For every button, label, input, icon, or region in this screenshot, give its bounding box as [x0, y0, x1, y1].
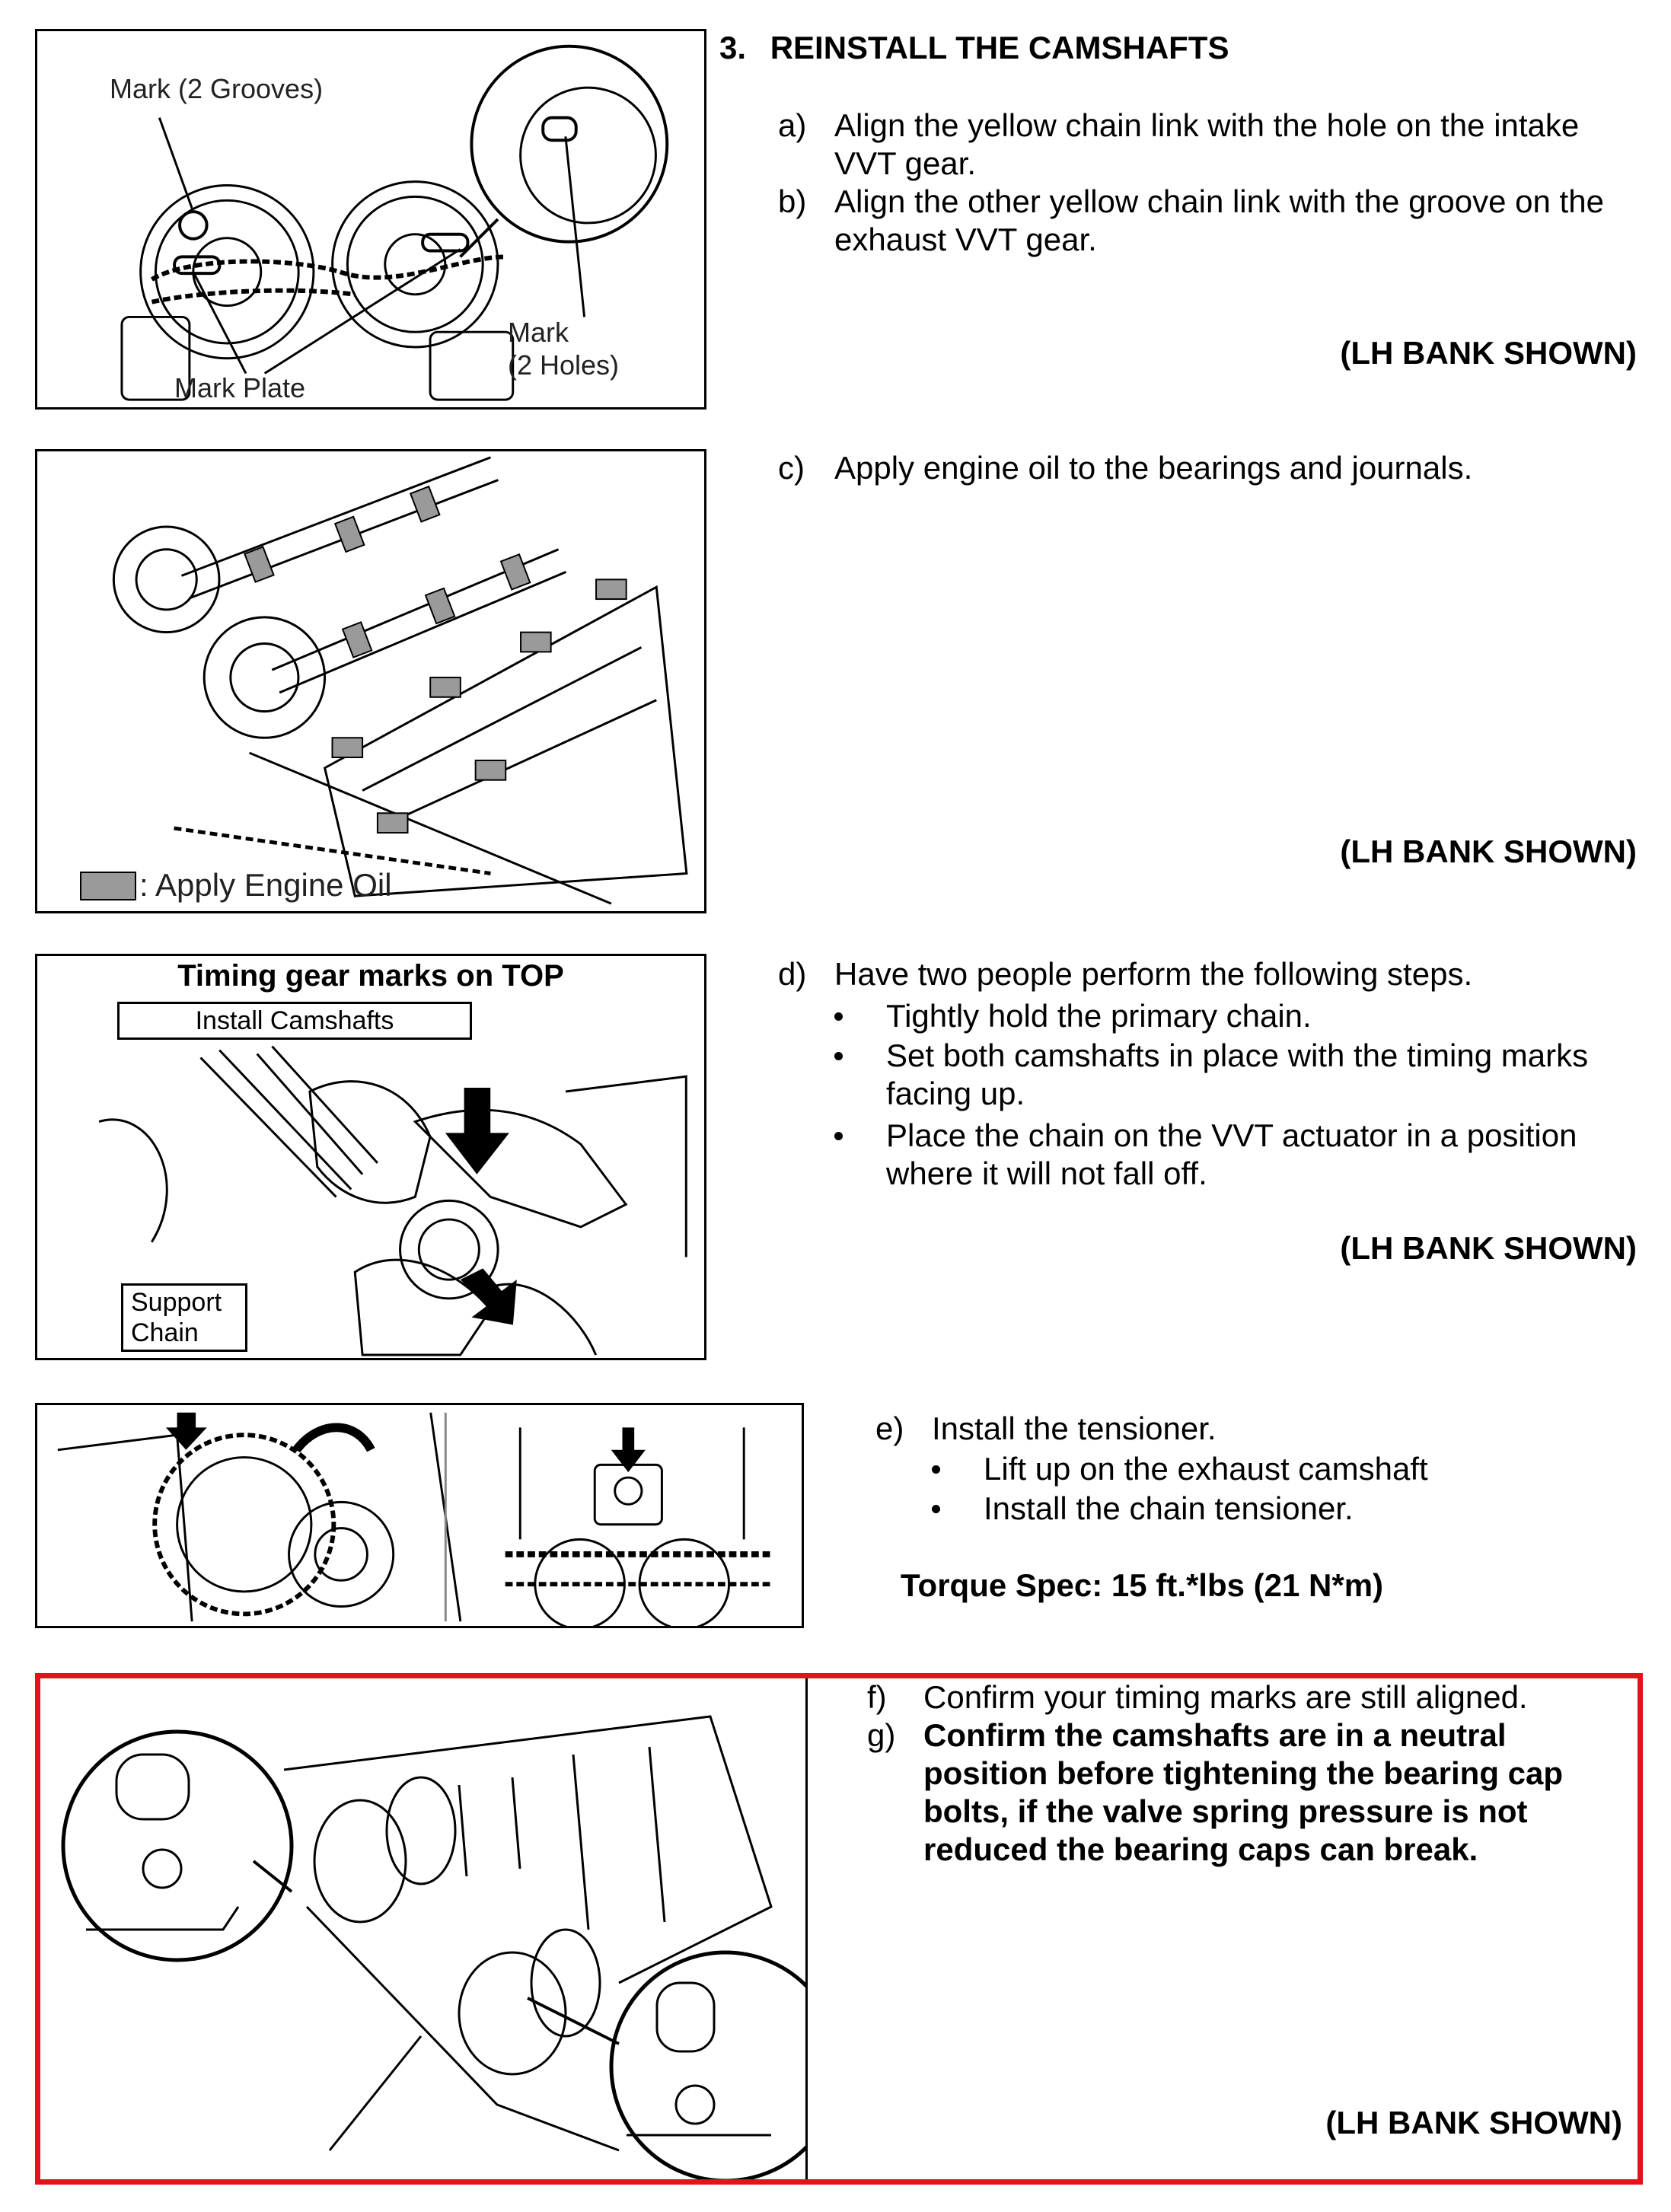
step-d-bullet-1: [834, 997, 1657, 1035]
step-a: [778, 107, 1653, 183]
step-g-key: g): [867, 1717, 896, 1753]
label-mark: Mark: [508, 317, 569, 348]
section-title: REINSTALL THE CAMSHAFTS: [770, 30, 1229, 65]
note-lh-bank-2: (LH BANK SHOWN): [1340, 833, 1637, 869]
step-a-text-1: Align the yellow chain link with the hole on the intake: [834, 107, 1580, 143]
step-d: [778, 955, 1653, 993]
step-b-key: b): [778, 183, 807, 219]
step-g: [867, 1716, 1636, 1869]
tag-support-line-1: Support: [131, 1288, 222, 1317]
bullet-text-line-2: where it will not fall off.: [886, 1155, 1207, 1191]
bullet-text: Lift up on the exhaust camshaft: [984, 1451, 1428, 1487]
bullet-text-line-1: Set both camshafts in place with the timing marks: [886, 1037, 1589, 1073]
step-d-key: d): [778, 956, 807, 992]
step-e-bullet-2: [932, 1490, 1655, 1528]
step-g-line-2: position before tightening the bearing cap: [923, 1755, 1564, 1791]
bullet-text: Install the chain tensioner.: [984, 1490, 1354, 1526]
curved-arrow-icon: [296, 1427, 371, 1449]
label-mark-grooves: Mark (2 Grooves): [110, 73, 324, 104]
step-b: [778, 183, 1653, 259]
step-b-text-1: Align the other yellow chain link with the groove on the: [834, 183, 1604, 219]
neutral-camshaft-illustration: [40, 1678, 805, 2179]
step-e-key: e): [875, 1410, 904, 1446]
step-a-key: a): [778, 107, 807, 143]
step-f: [867, 1678, 1636, 1716]
bullet-text-line-1: Place the chain on the VVT actuator in a position: [886, 1117, 1577, 1153]
section-number: 3.: [719, 30, 747, 65]
note-lh-bank-4: (LH BANK SHOWN): [1325, 2105, 1622, 2140]
figure-tensioner: [35, 1403, 804, 1628]
camshaft-oil-illustration: [37, 451, 704, 911]
note-lh-bank-1: (LH BANK SHOWN): [1340, 335, 1637, 371]
down-arrow-icon: [166, 1413, 207, 1450]
step-d-text: Have two people perform the following steps.: [834, 956, 1473, 992]
torque-spec: Torque Spec: 15 ft.*lbs (21 N*m): [901, 1567, 1384, 1603]
diagonal-arrow-icon: [461, 1268, 517, 1324]
bullet-dot: [834, 1052, 843, 1060]
step-e-bullet-1: [932, 1450, 1655, 1488]
step-b-text-2: exhaust VVT gear.: [834, 222, 1097, 257]
tag-support-line-2: Chain: [131, 1318, 199, 1347]
step-g-line-3: bolts, if the valve spring pressure is not: [923, 1793, 1528, 1829]
step-g-line-4: reduced the bearing caps can break.: [923, 1831, 1478, 1867]
tag-support-chain: [121, 1283, 247, 1352]
figure-timing-marks: [35, 29, 706, 410]
bullet-text-line-2: facing up.: [886, 1076, 1025, 1111]
figure3-title: Timing gear marks on TOP: [177, 959, 564, 993]
oil-swatch: [80, 872, 136, 900]
figure-engine-oil: [35, 449, 706, 913]
figure-install-camshafts: [35, 954, 706, 1360]
step-f-text: Confirm your timing marks are still aligned.: [923, 1679, 1528, 1715]
note-lh-bank-3: (LH BANK SHOWN): [1340, 1230, 1637, 1266]
bullet-dot: [932, 1505, 940, 1513]
step-a-text-2: VVT gear.: [834, 145, 977, 181]
section-heading: [719, 29, 1229, 67]
bullet-text: Tightly hold the primary chain.: [886, 998, 1312, 1034]
step-c-key: c): [778, 450, 805, 486]
frame-divider: [805, 1678, 808, 2179]
label-mark-holes: (2 Holes): [508, 349, 620, 381]
bullet-dot: [834, 1012, 843, 1021]
step-f-key: f): [867, 1679, 887, 1715]
step-c: [778, 449, 1653, 487]
label-mark-plate: Mark Plate: [174, 372, 306, 403]
tag-install-camshafts: Install Camshafts: [117, 1002, 472, 1040]
step-e-text: Install the tensioner.: [932, 1410, 1217, 1446]
legend-apply-engine-oil: : Apply Engine Oil: [139, 867, 392, 903]
step-c-text: Apply engine oil to the bearings and journals.: [834, 450, 1473, 486]
step-d-bullet-2: [834, 1037, 1657, 1113]
bullet-dot: [834, 1132, 843, 1140]
warning-frame: [35, 1673, 1643, 2185]
step-g-line-1: Confirm the camshafts are in a neutral: [923, 1717, 1507, 1753]
bullet-dot: [932, 1465, 940, 1474]
step-d-bullet-3: [834, 1117, 1657, 1193]
tensioner-illustration: [37, 1405, 802, 1626]
step-e: [875, 1410, 1637, 1448]
